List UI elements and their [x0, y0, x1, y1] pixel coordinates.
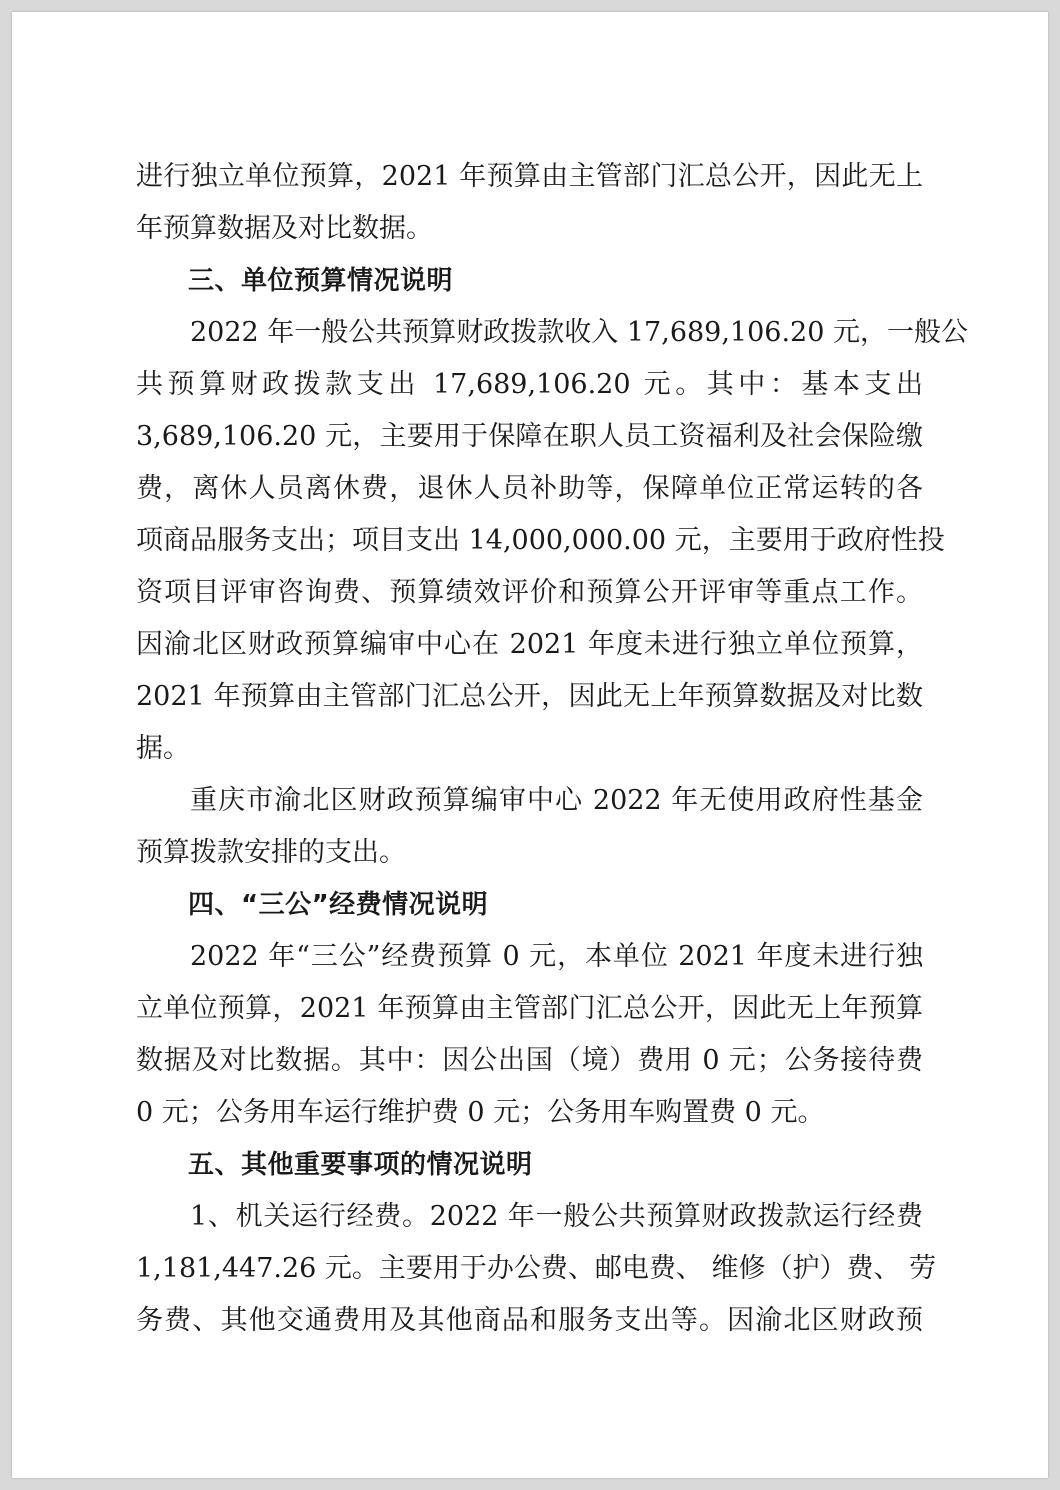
section-heading-unit-budget: 三、单位预算情况说明	[188, 266, 454, 296]
text-line: 年预算数据及对比数据。	[136, 213, 433, 244]
paragraph-unit-budget	[136, 307, 968, 775]
paragraph-operating-expenses	[136, 1191, 937, 1347]
text-line: 2022 年一般公共预算财政拨款收入 17,689,106.20 元，一般公	[190, 317, 968, 348]
text-line: 1,181,447.26 元。主要用于办公费、邮电费、 维修（护）费、 劳	[136, 1253, 937, 1284]
text-line: 费，离休人员离休费，退休人员补助等，保障单位正常运转的各	[136, 473, 923, 504]
section-heading-three-public: 四、“三公”经费情况说明	[188, 890, 489, 920]
document-page	[12, 12, 1048, 1478]
text-line: 2022 年“三公”经费预算 0 元，本单位 2021 年度未进行独	[190, 941, 923, 972]
text-line: 资项目评审咨询费、预算绩效评价和预算公开评审等重点工作。	[136, 577, 923, 608]
text-line: 立单位预算，2021 年预算由主管部门汇总公开，因此无上年预算	[136, 993, 923, 1024]
section-heading-other-matters: 五、其他重要事项的情况说明	[188, 1150, 533, 1180]
text-line: 重庆市渝北区财政预算编审中心 2022 年无使用政府性基金	[190, 785, 923, 816]
text-line: 因渝北区财政预算编审中心在 2021 年度未进行独立单位预算，	[136, 629, 923, 660]
text-line: 1、机关运行经费。2022 年一般公共预算财政拨款运行经费	[190, 1201, 923, 1232]
text-line: 进行独立单位预算，2021 年预算由主管部门汇总公开，因此无上	[136, 161, 923, 192]
text-line: 数据及对比数据。其中：因公出国（境）费用 0 元；公务接待费	[136, 1045, 923, 1076]
text-line: 据。	[136, 733, 190, 764]
text-line: 0 元；公务用车运行维护费 0 元；公务用车购置费 0 元。	[136, 1097, 825, 1128]
paragraph-government-fund	[136, 775, 923, 879]
paragraph-three-public	[136, 931, 923, 1139]
text-line: 项商品服务支出；项目支出 14,000,000.00 元，主要用于政府性投	[136, 525, 945, 556]
text-line: 预算拨款安排的支出。	[136, 837, 406, 868]
paragraph-continuation	[136, 151, 923, 255]
text-line: 务费、其他交通费用及其他商品和服务支出等。因渝北区财政预	[136, 1305, 923, 1336]
text-line: 2021 年预算由主管部门汇总公开，因此无上年预算数据及对比数	[136, 681, 923, 712]
document-body	[136, 151, 968, 1347]
text-line: 3,689,106.20 元，主要用于保障在职人员工资福利及社会保险缴	[136, 421, 923, 452]
text-line: 共预算财政拨款支出 17,689,106.20 元。其中：基本支出	[136, 369, 923, 400]
